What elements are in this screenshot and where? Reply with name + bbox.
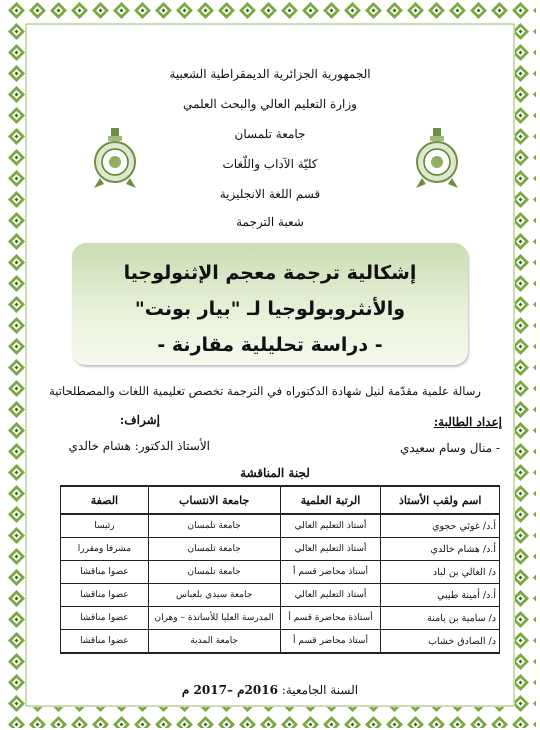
member-rank: أستاذ محاضر قسم أ	[280, 561, 381, 584]
header-ministry: وزارة التعليم العالي والبحث العلمي	[183, 97, 357, 111]
member-name: د/ سامية بن يامنة	[381, 607, 500, 630]
member-role: عضوا مناقشا	[61, 630, 149, 654]
table-row	[61, 584, 500, 607]
member-rank: أستاذ التعليم العالي	[280, 514, 381, 538]
member-rank: أستاذ محاضر قسم أ	[280, 630, 381, 654]
table-row	[61, 538, 500, 561]
thesis-title-line3: - دراسة تحليلية مقارنة -	[157, 334, 383, 356]
thesis-title-line1: إشكالية ترجمة معجم الإثنولوجيا	[123, 262, 417, 284]
header-branch: شعبة الترجمة	[236, 215, 304, 229]
table-header-name: اسم ولقب الأستاذ	[381, 486, 500, 514]
table-header-rank: الرتبة العلمية	[280, 486, 381, 514]
member-university: جامعة سيدي بلعباس	[148, 584, 280, 607]
member-name: أ.د/ أمينة طيبي	[381, 584, 500, 607]
member-name: د/ الغالي بن لباد	[381, 561, 500, 584]
academic-year-label: السنة الجامعية:	[281, 683, 359, 697]
table-row	[61, 630, 500, 654]
member-role: عضوا مناقشا	[61, 584, 149, 607]
member-rank: أستاذة محاضرة قسم أ	[280, 607, 381, 630]
table-row	[61, 514, 500, 538]
header-faculty: كليّة الآداب واللّغات	[222, 157, 318, 171]
table-row	[61, 607, 500, 630]
member-role: عضوا مناقشا	[61, 607, 149, 630]
member-role: رئيسا	[61, 514, 149, 538]
table-row	[61, 561, 500, 584]
member-role: عضوا مناقشا	[61, 561, 149, 584]
member-university: المدرسة العليا للأساتذة – وهران	[148, 607, 280, 630]
thesis-title-line2: والأنثروبولوجيا لـ "بيار بونت"	[134, 298, 406, 320]
member-rank: أستاذ التعليم العالي	[280, 584, 381, 607]
member-name: أ.د/ هشام خالدي	[381, 538, 500, 561]
member-university: جامعة المدية	[148, 630, 280, 654]
header-department: قسم اللغة الانجليزية	[219, 187, 321, 201]
member-university: جامعة تلمسان	[148, 561, 280, 584]
academic-year	[150, 683, 390, 697]
committee-table	[60, 485, 500, 654]
member-role: مشرفا ومقررا	[61, 538, 149, 561]
member-university: جامعة تلمسان	[148, 514, 280, 538]
member-name: أ.د/ غوثي حجوي	[381, 514, 500, 538]
table-header-university: جامعة الانتساب	[148, 486, 280, 514]
header-university: جامعة تلمسان	[234, 127, 306, 141]
table-header-role: الصفة	[61, 486, 149, 514]
member-name: د/ الصادق خشاب	[381, 630, 500, 654]
student-name: - منال وسام سعيدي	[399, 441, 500, 455]
thesis-title-box	[72, 243, 468, 365]
member-university: جامعة تلمسان	[148, 538, 280, 561]
table-header-row	[61, 486, 500, 514]
thesis-subtitle: رسالة علمية مقدّمة لنيل شهادة الدكتوراه في الترجمة تخصص تعليمية اللغات والمصطلحاتية	[49, 384, 481, 398]
supervisor-name: الأستاذ الدكتور: هشام خالدي	[68, 439, 210, 453]
university-emblem-right-icon	[414, 126, 460, 190]
supervisor-label: إشراف:	[119, 413, 160, 427]
student-label: إعداد الطالبة:	[433, 415, 502, 429]
academic-year-value: 2016م –2017 م	[181, 683, 278, 697]
university-emblem-left-icon	[92, 126, 138, 190]
member-rank: أستاذ التعليم العالي	[280, 538, 381, 561]
committee-title: لجنة المناقشة	[240, 466, 310, 480]
header-republic: الجمهورية الجزائرية الديمقراطية الشعبية	[169, 67, 371, 81]
